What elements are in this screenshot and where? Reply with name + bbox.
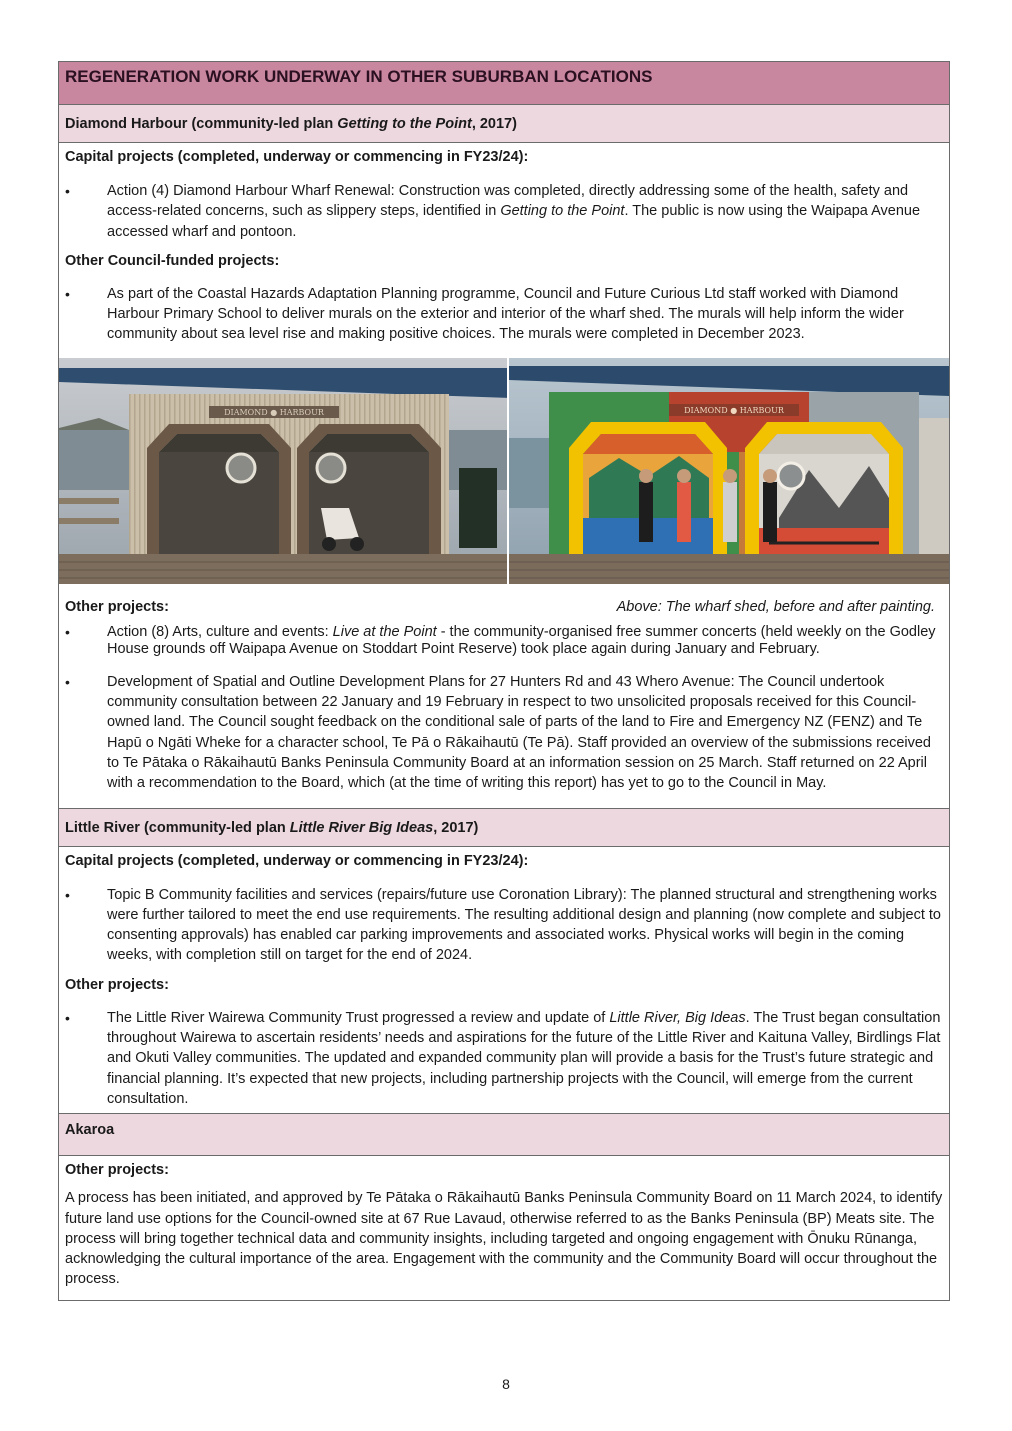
- diamond-harbour-section: [59, 143, 949, 809]
- list-item: • Topic B Community facilities and services (repairs/future use Coronation Library): The planned structural and strengthening works were further tailored to meet the end use requirements. The resulting additional design and planning (now complete and subject to consenting approvals) has enabled car parking improvements and associated works. Physical works will begin in the coming weeks, with completion still on target for the end of 2024.: [59, 885, 949, 966]
- list-item: • Action (8) Arts, culture and events: Live at the Point - the community-organised free summer concerts (held weekly on the Godley House grounds off Waipapa Avenue on Stoddart Point Reserve) took place again during January and February.: [59, 624, 949, 659]
- bullet-icon: [59, 284, 107, 345]
- photo-after: [507, 358, 949, 584]
- regeneration-table: [58, 61, 950, 1301]
- bullet-icon: [59, 672, 107, 794]
- main-heading: REGENERATION WORK UNDERWAY IN OTHER SUBURBAN LOCATIONS: [59, 62, 949, 105]
- akaroa-paragraph: A process has been initiated, and approved by Te Pātaka o Rākaihautū Banks Peninsula Community Board on 11 March 2024, to identify future land use options for the Council-owned site at 67 Rue Lavaud, otherwise referred to as the Banks Peninsula (BP) Meats site. The process will bring together technical data and community insights, including targeted and ongoing engagement with Ōnuku Rūnanga, acknowledging the cultural importance of the area. Engagement with the community and the Community Board will occur throughout the process.: [65, 1190, 943, 1288]
- other-projects-heading: Other projects:: [65, 1162, 169, 1179]
- photo-before: [59, 358, 507, 584]
- capital-projects-heading: Capital projects (completed, underway or commencing in FY23/24):: [65, 149, 529, 165]
- photo-caption: Above: The wharf shed, before and after painting.: [616, 598, 935, 615]
- council-funded-heading: Other Council-funded projects:: [65, 252, 280, 269]
- bullet-icon: [59, 885, 107, 966]
- wharf-shed-photos: [59, 358, 949, 584]
- list-item: • The Little River Wairewa Community Trust progressed a review and update of Little River, Big Ideas. The Trust began consultation throughout Wairewa to ascertain residents’ needs and aspirations for the future of the Little River and Kaituna Valley, Birdlings Flat and Okuti Valley communities. The updated and expanded community plan will provide a basis for the Trust’s future strategic and financial planning. It’s expected that new projects, including partnership projects with the Council, will emerge from the current consultation.: [59, 1008, 949, 1109]
- bullet-icon: [59, 624, 107, 659]
- other-projects-heading: Other projects:: [65, 598, 169, 615]
- capital-projects-heading: Capital projects (completed, underway or commencing in FY23/24):: [65, 852, 529, 869]
- bullet-icon: [59, 1008, 107, 1109]
- page-number: 8: [502, 1376, 510, 1392]
- list-item: • Action (4) Diamond Harbour Wharf Renewal: Construction was completed, directly addressing some of the health, safety and access-related concerns, such as slippery steps, identified in Getting to the Point. The public is now using the Waipapa Avenue accessed wharf and pontoon.: [59, 181, 949, 242]
- list-item: • As part of the Coastal Hazards Adaptation Planning programme, Council and Future Curious Ltd staff worked with Diamond Harbour Primary School to deliver murals on the exterior and interior of the wharf shed. The murals will help inform the wider community about sea level rise and making positive choices. The murals were completed in December 2023.: [59, 284, 949, 345]
- sign-text: DIAMOND ● HARBOUR: [224, 407, 324, 417]
- akaroa-section: [59, 1156, 949, 1299]
- akaroa-heading: Akaroa: [59, 1114, 949, 1156]
- sign-text-after: DIAMOND ● HARBOUR: [684, 405, 784, 415]
- bullet-icon: [59, 181, 107, 242]
- diamond-harbour-heading: Diamond Harbour (community-led plan Getting to the Point, 2017): [59, 105, 949, 143]
- little-river-heading: Little River (community-led plan Little River Big Ideas, 2017): [59, 809, 949, 847]
- caption-row: [59, 594, 949, 620]
- list-item: • Development of Spatial and Outline Development Plans for 27 Hunters Rd and 43 Whero Avenue: The Council undertook community consultation between 22 January and 19 February in respect to two unsolicited proposals received for this Council-owned land. The Council sought feedback on the conditional sale of parts of the land to Fire and Emergency NZ (FENZ) and Te Hapū o Ngāti Wheke for a character school, Te Pā o Rākaihautū (Te Pā). Staff provided an overview of the submissions received to Te Pātaka o Rākaihautū Banks Peninsula Community Board at an information session on 25 March. Staff returned on 22 April with a recommendation to the Board, which (at the time of writing this report) has yet to go to the Council in May.: [59, 672, 949, 794]
- little-river-section: [59, 847, 949, 1115]
- other-projects-heading: Other projects:: [65, 976, 169, 993]
